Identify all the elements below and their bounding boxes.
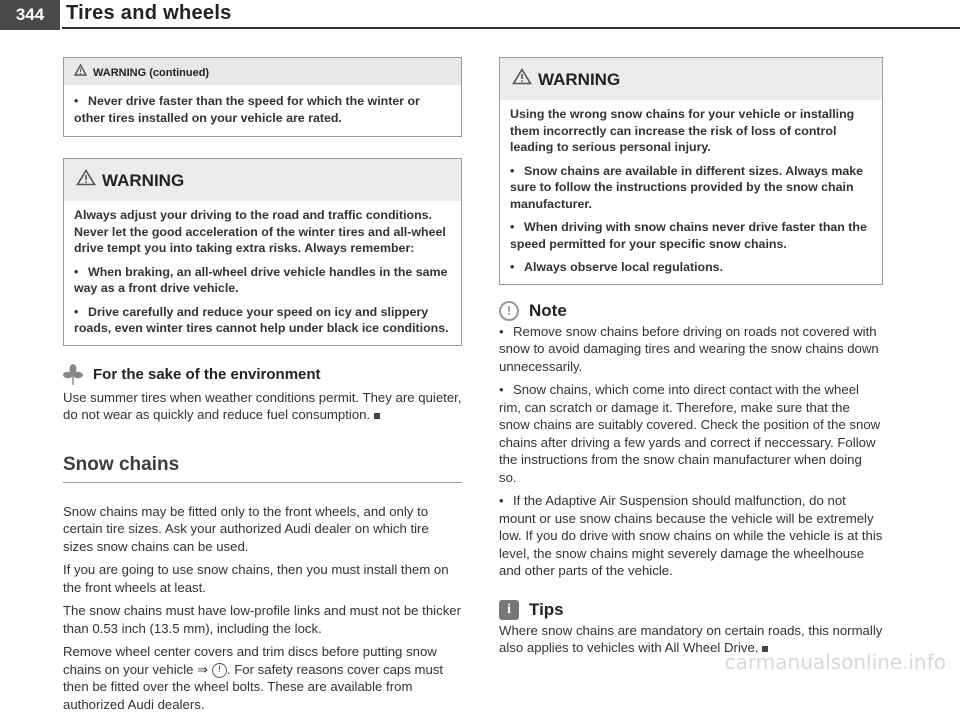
info-icon: i xyxy=(499,600,519,620)
warning-intro: Always adjust your driving to the road and traffic conditions. Never let the good acceleration of the winter tires and all-wheel drive tempt you into taking extra risks. Always remember: xyxy=(74,208,446,255)
bullet: • xyxy=(74,264,79,279)
bullet: • xyxy=(510,163,515,178)
snow-chains-p4 xyxy=(63,643,462,713)
note-title: Note xyxy=(529,300,567,320)
warning-box-snow-chains xyxy=(499,57,883,285)
caution-ref-icon: ! xyxy=(212,663,227,678)
warning-title: WARNING xyxy=(538,70,621,89)
xref-arrow: ⇒ xyxy=(197,661,209,677)
warning-bullet-2: Drive carefully and reduce your speed on icy and slippery roads, even winter tires cannot help under black ice conditions. xyxy=(74,304,449,335)
warning-bullet-3: Always observe local regulations. xyxy=(524,260,724,274)
watermark: carmanualsonline.info xyxy=(724,650,946,674)
snow-chains-body xyxy=(63,503,462,714)
snow-chains-p1: Snow chains may be fitted only to the front wheels, and only to certain tire sizes. Ask your authorized Audi dealer on which tire sizes snow chains can be used. xyxy=(63,503,429,554)
note-heading xyxy=(499,301,883,321)
section-rule xyxy=(63,482,462,483)
bullet: • xyxy=(510,220,515,234)
warning-triangle-icon xyxy=(512,68,532,90)
warning-body xyxy=(64,201,461,345)
snow-chains-p3: The snow chains must have low-profile links and must not be thicker than 0.53 inch (13.5 mm), including the lock. xyxy=(63,603,462,636)
tips-text: Where snow chains are mandatory on certain roads, this normally also applies to vehicles with All Wheel Drive. xyxy=(499,622,883,655)
snow-chains-heading: Snow chains xyxy=(63,453,180,475)
warning-header xyxy=(64,159,461,201)
warning-box-awd xyxy=(63,158,462,346)
warning-body xyxy=(500,100,882,284)
warning-title: WARNING xyxy=(102,171,185,190)
leaf-icon xyxy=(63,364,83,386)
tips-heading xyxy=(499,600,883,620)
note-body xyxy=(499,323,883,580)
warning-triangle-icon xyxy=(74,64,87,79)
bullet: • xyxy=(499,323,504,339)
warning-header xyxy=(500,58,882,100)
note-bullet-1: Remove snow chains before driving on roads not covered with snow to avoid damaging tires and wearing the snow chains down unnecessarily. xyxy=(499,323,879,374)
warning-intro: Using the wrong snow chains for your vehicle or installing them incorrectly can increase the risk of loss of control leading to serious personal injury. xyxy=(510,107,855,154)
warning-bullet-2: When driving with snow chains never drive faster than the speed permitted for your specific snow chains. xyxy=(510,220,867,251)
bullet: • xyxy=(499,493,504,508)
bullet: • xyxy=(74,304,79,319)
environment-text-block xyxy=(63,389,462,424)
bullet: • xyxy=(499,382,504,397)
snow-chains-p4a: Remove wheel center covers and trim discs before putting snow chains on your vehicle xyxy=(63,644,437,677)
right-column xyxy=(499,57,883,657)
page-number: 344 xyxy=(0,0,60,30)
environment-heading xyxy=(63,364,462,386)
warning-bullet-1: Snow chains are available in different sizes. Always make sure to follow the instructions provided by the snow chain manufacturer. xyxy=(510,163,864,211)
warning-triangle-icon xyxy=(76,169,96,191)
caution-icon: ! xyxy=(499,301,519,321)
tips-title: Tips xyxy=(529,599,564,619)
page-title: Tires and wheels xyxy=(66,2,232,24)
snow-chains-p4b: . For safety reasons cover caps must then be fitted over the wheel bolts. These are available from authorized Audi dealers. xyxy=(63,661,444,712)
bullet: • xyxy=(74,94,79,108)
warning-continued-header xyxy=(64,58,461,85)
warning-continued-box xyxy=(63,57,462,137)
left-column xyxy=(63,57,462,719)
snow-chains-p2: If you are going to use snow chains, then you must install them on the front wheels at least. xyxy=(63,562,449,595)
warning-bullet-1: When braking, an all-wheel drive vehicle handles in the same way as a front drive vehicle. xyxy=(74,264,448,295)
bullet: • xyxy=(510,260,515,274)
end-mark xyxy=(374,413,380,419)
environment-text: Use summer tires when weather conditions permit. They are quieter, do not wear as quickly and reduce fuel consumption. xyxy=(63,389,462,422)
warning-continued-text: Never drive faster than the speed for which the winter or other tires installed on your vehicle are rated. xyxy=(74,94,420,125)
environment-title: For the sake of the environment xyxy=(93,366,321,383)
warning-continued-title: WARNING (continued) xyxy=(93,67,210,79)
note-bullet-3: If the Adaptive Air Suspension should malfunction, do not mount or use snow chains because the vehicle will be extremely low. If you do drive with snow chains on while the vehicle is at this level, the snow chains might severely damage the wheelhouse and other parts of the vehicle. xyxy=(499,493,883,578)
header-rule xyxy=(62,27,960,29)
note-bullet-2: Snow chains, which come into direct contact with the wheel rim, can scratch or damage it. Therefore, make sure that the snow chains are suitably covered. Check the position of the snow chains after driving a few yards and correct if neccessary. Follow the instructions from the snow chain manufacturer when doing so. xyxy=(499,382,881,485)
warning-continued-body xyxy=(64,85,461,136)
